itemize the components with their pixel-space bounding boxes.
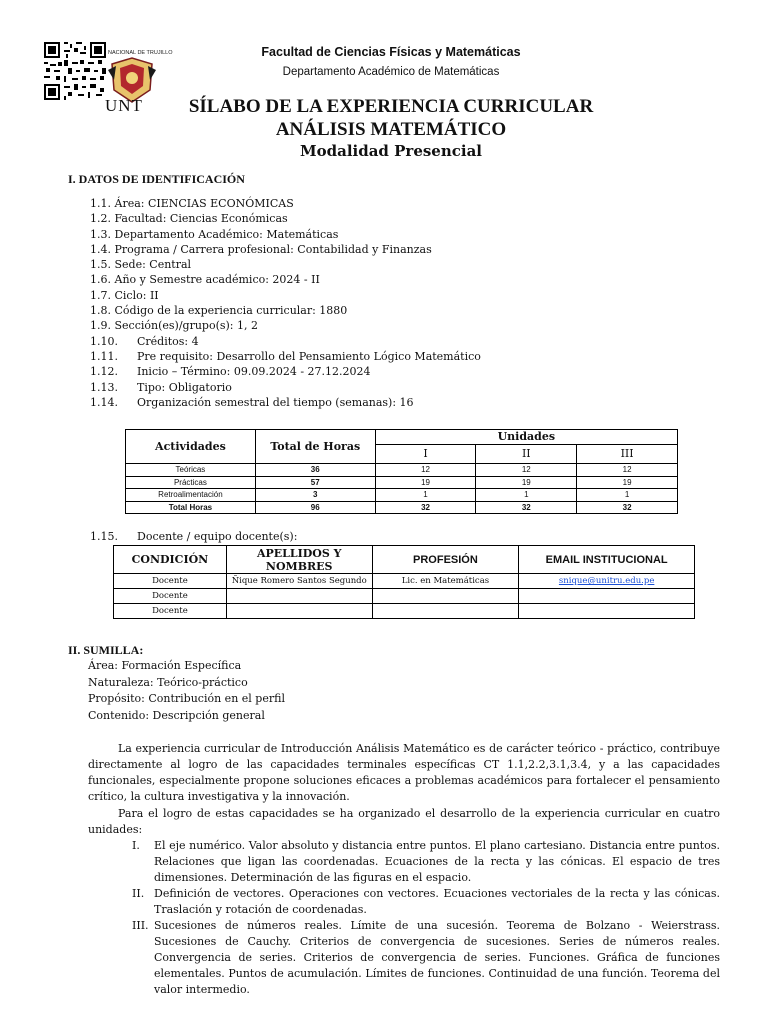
list-item: 1.7. Ciclo: II	[90, 288, 159, 302]
activity-total: 3	[255, 489, 375, 502]
table-row	[126, 464, 678, 477]
unit-header: I	[375, 444, 476, 463]
activity-unit-hours: 12	[577, 464, 678, 477]
col-header-email: EMAIL INSTITUCIONAL	[519, 546, 695, 574]
list-item: 1.12. Inicio – Término: 09.09.2024 - 27.12.2024	[90, 365, 371, 379]
teacher-email-cell	[519, 574, 695, 589]
list-item: 1.14. Organización semestral del tiempo (semanas): 16	[90, 395, 414, 409]
activity-total: 57	[255, 476, 375, 489]
teacher-email	[519, 604, 695, 619]
teacher-condition: Docente	[114, 574, 227, 589]
list-item: 1.3. Departamento Académico: Matemáticas	[90, 227, 339, 241]
activities-table	[125, 429, 678, 514]
list-item: 1.13. Tipo: Obligatorio	[90, 380, 232, 394]
unit-text: Sucesiones de números reales. Límite de una sucesión. Teorema de Bolzano - Weierstrass. Sucesiones de Cauchy. Criterios de convergencia de sucesiones. Series de números reales. Convergencia de series. Criterios de convergencia de series. Funciones. Gráfica de funciones elementales. Puntos de acumulación. Límites de funciones. Continuidad de una función. Teorema del valor intermedio.	[154, 919, 720, 996]
activity-unit-hours: 32	[577, 501, 678, 514]
list-item: Propósito: Contribución en el perfil	[88, 692, 285, 705]
seal-caption: NACIONAL DE TRUJILLO	[108, 50, 173, 56]
units-list	[88, 838, 720, 998]
table-row	[114, 589, 695, 604]
col-header-profession: PROFESIÓN	[372, 546, 519, 574]
activity-unit-hours: 12	[375, 464, 476, 477]
list-item: 1.9. Sección(es)/grupo(s): 1, 2	[90, 319, 259, 333]
activity-unit-hours: 32	[375, 501, 476, 514]
teacher-condition: Docente	[114, 589, 227, 604]
sumilla-paragraph: Para el logro de estas capacidades se ha organizado el desarrollo de la experiencia curricular en cuatro unidades:	[88, 807, 720, 836]
activity-unit-hours: 19	[476, 476, 577, 489]
list-item: 1.1. Área: CIENCIAS ECONÓMICAS	[90, 197, 294, 210]
activity-unit-hours: 1	[476, 489, 577, 502]
table-row	[114, 604, 695, 619]
list-item: Naturaleza: Teórico-práctico	[88, 675, 248, 689]
unit-number: II.	[132, 887, 145, 900]
activity-name: Teóricas	[126, 464, 256, 477]
unit-header: II	[476, 444, 577, 463]
activity-name: Retroalimentación	[126, 489, 256, 502]
sumilla-paragraph: La experiencia curricular de Introducción Análisis Matemático es de carácter teórico - práctico, contribuye directamente al logro de las capacidades terminales específicas CT 1.1,2.2,3.1,3.4, y a las capacidades funcionales, especialmente propone soluciones eficaces a problemas académicos para fortalecer el pensamiento crítico, la cultura investigativa y la innovación.	[88, 742, 720, 803]
table-row	[126, 489, 678, 502]
list-item: 1.6. Año y Semestre académico: 2024 - II	[90, 273, 320, 287]
activity-unit-hours: 12	[476, 464, 577, 477]
activity-unit-hours: 32	[476, 501, 577, 514]
teacher-name	[226, 604, 372, 619]
list-item: 1.11. Pre requisito: Desarrollo del Pensamiento Lógico Matemático	[90, 349, 481, 363]
table-row	[126, 476, 678, 489]
unit-number: III.	[132, 919, 149, 932]
sumilla-list	[88, 658, 285, 724]
section-heading-identification: I. DATOS DE IDENTIFICACIÓN	[68, 172, 245, 186]
list-item: 1.8. Código de la experiencia curricular: 1880	[90, 304, 348, 318]
teacher-profession	[372, 604, 519, 619]
col-header-units: Unidades	[375, 430, 677, 445]
teacher-profession	[372, 589, 519, 604]
list-item: 1.5. Sede: Central	[90, 258, 192, 272]
university-acronym: UNT	[105, 96, 143, 115]
teacher-name	[226, 589, 372, 604]
list-item	[88, 886, 720, 918]
teacher-name: Ñique Romero Santos Segundo	[226, 574, 372, 589]
section-heading-sumilla: II. SUMILLA:	[68, 643, 144, 657]
teacher-email-link[interactable]: snique@unitru.edu.pe	[558, 576, 655, 586]
teachers-label: 1.15. Docente / equipo docente(s):	[90, 530, 298, 543]
activity-name: Prácticas	[126, 476, 256, 489]
unit-header: III	[577, 444, 678, 463]
table-row	[114, 574, 695, 589]
activity-unit-hours: 19	[375, 476, 476, 489]
list-item: Contenido: Descripción general	[88, 708, 265, 722]
doc-title: SÍLABO DE LA EXPERIENCIA CURRICULAR	[188, 96, 594, 117]
teachers-table	[113, 545, 695, 619]
col-header-activities: Actividades	[126, 430, 256, 464]
identification-list	[90, 196, 481, 410]
list-item	[88, 918, 720, 998]
teacher-profession: Lic. en Matemáticas	[372, 574, 519, 589]
unit-text: Definición de vectores. Operaciones con vectores. Ecuaciones vectoriales de la recta y las cónicas. Traslación y rotación de coordenadas.	[154, 887, 720, 916]
teacher-condition: Docente	[114, 604, 227, 619]
activity-total: 36	[255, 464, 375, 477]
faculty-name: Facultad de Ciencias Físicas y Matemáticas	[261, 45, 521, 59]
col-header-condition: CONDICIÓN	[114, 546, 227, 574]
unit-text: El eje numérico. Valor absoluto y distancia entre puntos. El plano cartesiano. Distancia entre puntos. Relaciones que ligan las coordenadas. Ecuaciones de la recta y las cónicas. El espacio de tres dimensiones. Determinación de las figuras en el espacio.	[154, 839, 720, 884]
list-item: 1.4. Programa / Carrera profesional: Contabilidad y Finanzas	[90, 242, 432, 256]
activity-total: 96	[255, 501, 375, 514]
list-item: 1.2. Facultad: Ciencias Económicas	[90, 212, 288, 226]
modality-title: Modalidad Presencial	[300, 142, 482, 160]
course-title: ANÁLISIS MATEMÁTICO	[275, 119, 507, 140]
list-item: 1.10. Créditos: 4	[90, 334, 199, 348]
col-header-name: APELLIDOS Y NOMBRES	[226, 546, 372, 574]
unit-number: I.	[132, 839, 140, 852]
col-header-total-hours: Total de Horas	[255, 430, 375, 464]
table-row-total	[126, 501, 678, 514]
activity-unit-hours: 1	[577, 489, 678, 502]
activity-unit-hours: 19	[577, 476, 678, 489]
list-item: Área: Formación Específica	[88, 659, 242, 672]
list-item	[88, 838, 720, 886]
activity-name: Total Horas	[126, 501, 256, 514]
activity-unit-hours: 1	[375, 489, 476, 502]
department-name: Departamento Académico de Matemáticas	[282, 66, 500, 78]
teacher-email	[519, 589, 695, 604]
